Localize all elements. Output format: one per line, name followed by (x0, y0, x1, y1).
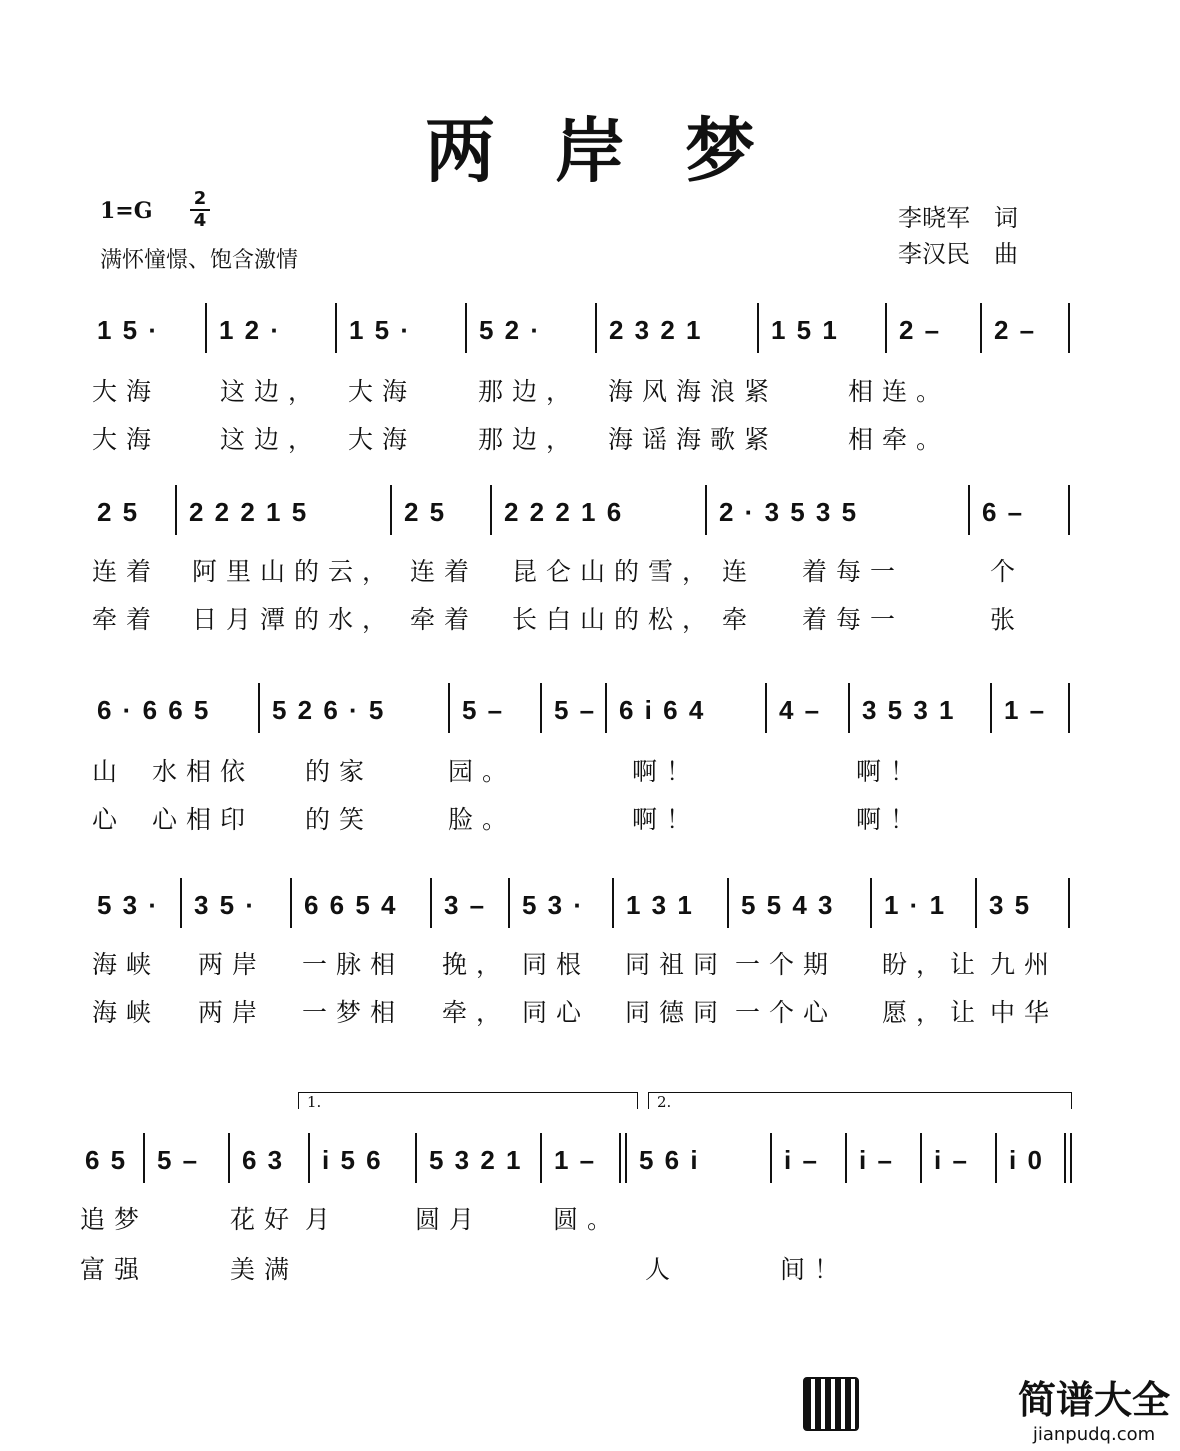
lyric-word: 心相印 (152, 805, 255, 834)
piano-keys-icon (803, 1377, 859, 1431)
measure: 1 – (554, 1145, 595, 1175)
measure: i 0 (1009, 1145, 1042, 1175)
lyric-word: 圆月 (415, 1205, 484, 1234)
lyric-word: 连 (722, 557, 757, 586)
lyric-word: 相牵。 (848, 425, 951, 454)
bar-line (430, 878, 432, 928)
bar-line (1068, 878, 1070, 928)
volta-1: 1. (298, 1092, 638, 1109)
lyric-word: 的笑 (305, 805, 374, 834)
lyric-word: 两岸 (198, 998, 267, 1027)
lyric-word: 着每一 (802, 605, 905, 634)
measure: 2 2 2 1 5 (189, 497, 307, 527)
measure: 6 5 (85, 1145, 126, 1175)
lyric-word: 挽， (442, 950, 511, 979)
lyric-word: 同祖同 (625, 950, 728, 979)
bar-line (540, 683, 542, 733)
measure: i – (859, 1145, 892, 1175)
lyric-word: 的家 (305, 757, 374, 786)
lyric-word: 一个期 (735, 950, 838, 979)
bar-line (968, 485, 970, 535)
lyric-word: 同德同 (625, 998, 728, 1027)
bar-line (448, 683, 450, 733)
lyric-word: 愿，让 (882, 998, 985, 1027)
bar-line (205, 303, 207, 353)
measure: 1 5 · (97, 315, 158, 345)
bar-line (508, 878, 510, 928)
bar-line (845, 1133, 847, 1183)
lyric-word: 日月潭的水， (192, 605, 397, 634)
lyric-word: 连着 (92, 557, 161, 586)
bar-line (308, 1133, 310, 1183)
measure: 1 · 1 (884, 890, 945, 920)
bar-line (980, 303, 982, 353)
measure: 3 5 (989, 890, 1030, 920)
measure: 3 5 · (194, 890, 255, 920)
watermark-url: jianpudq.com (1032, 1424, 1156, 1445)
tempo-marking: 满怀憧憬、饱含激情 (100, 248, 299, 273)
measure: 6 i 6 4 (619, 695, 704, 725)
lyric-word: 山 (92, 757, 127, 786)
measure: 1 2 · (219, 315, 280, 345)
bar-line (415, 1133, 417, 1183)
bar-line (143, 1133, 145, 1183)
lyric-word: 那边， (478, 377, 581, 406)
lyric-word: 大海 (348, 425, 417, 454)
measure: 4 – (779, 695, 820, 725)
lyric-word: 海峡 (92, 998, 161, 1027)
bar-line (465, 303, 467, 353)
lyric-word: 月 (305, 1205, 340, 1234)
measure: 3 – (444, 890, 485, 920)
lyric-word: 这边， (220, 377, 323, 406)
measure: 1 3 1 (626, 890, 692, 920)
lyric-word: 间！ (780, 1255, 849, 1284)
bar-line (1070, 1133, 1072, 1183)
bar-line (920, 1133, 922, 1183)
lyric-word: 一个心 (735, 998, 838, 1027)
lyric-word: 大海 (348, 377, 417, 406)
lyric-word: 中华 (990, 998, 1059, 1027)
lyric-word: 这边， (220, 425, 323, 454)
measure: 5 3 2 1 (429, 1145, 521, 1175)
lyric-word: 张 (990, 605, 1025, 634)
song-title: 两岸梦 (425, 110, 815, 192)
measure: 6 6 5 4 (304, 890, 396, 920)
lyric-word: 啊！ (856, 757, 925, 786)
measure: 5 – (462, 695, 503, 725)
measure: 2 5 (404, 497, 445, 527)
lyric-word: 美满 (230, 1255, 299, 1284)
bar-line (757, 303, 759, 353)
bar-line (625, 1133, 627, 1183)
lyric-word: 昆仑山的雪， (512, 557, 717, 586)
measure: 5 – (554, 695, 595, 725)
key-signature: 1=G (100, 198, 153, 224)
time-signature (190, 190, 210, 230)
measure: i 5 6 (322, 1145, 381, 1175)
measure: 2 5 (97, 497, 138, 527)
lyric-word: 花好 (230, 1205, 299, 1234)
lyric-word: 长白山的松， (512, 605, 717, 634)
lyric-word: 啊！ (632, 757, 701, 786)
bar-line (990, 683, 992, 733)
bar-line (1068, 485, 1070, 535)
measure: 5 6 i (639, 1145, 698, 1175)
lyric-word: 牵着 (92, 605, 161, 634)
bar-line (870, 878, 872, 928)
measure: i – (934, 1145, 967, 1175)
lyric-word: 同心 (522, 998, 591, 1027)
lyric-word: 相连。 (848, 377, 951, 406)
lyricist: 李晓军 词 (898, 204, 1018, 232)
bar-line (175, 485, 177, 535)
lyric-word: 啊！ (632, 805, 701, 834)
lyric-word: 牵 (722, 605, 757, 634)
bar-line (727, 878, 729, 928)
lyric-word: 人 (645, 1255, 680, 1284)
lyric-word: 海风海浪紧 (608, 377, 779, 406)
bar-line (770, 1133, 772, 1183)
measure: 5 5 4 3 (741, 890, 833, 920)
bar-line (605, 683, 607, 733)
bar-line (290, 878, 292, 928)
lyric-word: 两岸 (198, 950, 267, 979)
lyric-word: 大海 (92, 425, 161, 454)
lyric-word: 盼，让 (882, 950, 985, 979)
measure: 5 3 · (97, 890, 158, 920)
bar-line (995, 1133, 997, 1183)
bar-line (490, 485, 492, 535)
measure: 2 · 3 5 3 5 (719, 497, 857, 527)
bar-line (228, 1133, 230, 1183)
measure: 1 – (1004, 695, 1045, 725)
bar-line (975, 878, 977, 928)
measure: 2 – (994, 315, 1035, 345)
bar-line (595, 303, 597, 353)
measure: 5 2 · (479, 315, 540, 345)
lyric-word: 脸。 (448, 805, 517, 834)
measure: 5 2 6 · 5 (272, 695, 384, 725)
bar-line (1068, 303, 1070, 353)
lyric-word: 富强 (80, 1255, 149, 1284)
lyric-word: 一脉相 (302, 950, 405, 979)
measure: 6 – (982, 497, 1023, 527)
lyric-word: 园。 (448, 757, 517, 786)
measure: 2 2 2 1 6 (504, 497, 622, 527)
lyric-word: 九州 (990, 950, 1059, 979)
measure: 6 3 (242, 1145, 283, 1175)
composer: 李汉民 曲 (898, 240, 1018, 268)
measure: 1 5 · (349, 315, 410, 345)
watermark-name: 简谱大全 (1017, 1378, 1170, 1422)
bar-line (705, 485, 707, 535)
lyric-word: 同根 (522, 950, 591, 979)
lyric-word: 心 (92, 805, 127, 834)
measure: 1 5 1 (771, 315, 837, 345)
time-top: 2 (193, 188, 207, 209)
lyric-word: 牵， (442, 998, 511, 1027)
lyric-word: 啊！ (856, 805, 925, 834)
measure: 2 – (899, 315, 940, 345)
bar-line (390, 485, 392, 535)
lyric-word: 那边， (478, 425, 581, 454)
lyric-word: 海峡 (92, 950, 161, 979)
bar-line (1068, 683, 1070, 733)
bar-line (540, 1133, 542, 1183)
lyric-word: 一梦相 (302, 998, 405, 1027)
lyric-word: 着每一 (802, 557, 905, 586)
bar-line (848, 683, 850, 733)
lyric-word: 牵着 (410, 605, 479, 634)
measure: 6 · 6 6 5 (97, 695, 209, 725)
measure: 5 3 · (522, 890, 583, 920)
measure: 5 – (157, 1145, 198, 1175)
time-bottom: 4 (193, 210, 207, 231)
watermark-logo (1018, 1369, 1170, 1445)
bar-line (612, 878, 614, 928)
bar-line (335, 303, 337, 353)
measure: i – (784, 1145, 817, 1175)
lyric-word: 阿里山的云， (192, 557, 397, 586)
measure: 2 3 2 1 (609, 315, 701, 345)
lyric-word: 水相依 (152, 757, 255, 786)
bar-line (258, 683, 260, 733)
lyric-word: 连着 (410, 557, 479, 586)
bar-line (765, 683, 767, 733)
lyric-word: 大海 (92, 377, 161, 406)
lyric-word: 海谣海歌紧 (608, 425, 779, 454)
bar-line (885, 303, 887, 353)
measure: 3 5 3 1 (862, 695, 954, 725)
lyric-word: 个 (990, 557, 1025, 586)
lyric-word: 追梦 (80, 1205, 149, 1234)
volta-2: 2. (648, 1092, 1072, 1109)
lyric-word: 圆。 (553, 1205, 622, 1234)
bar-line (180, 878, 182, 928)
